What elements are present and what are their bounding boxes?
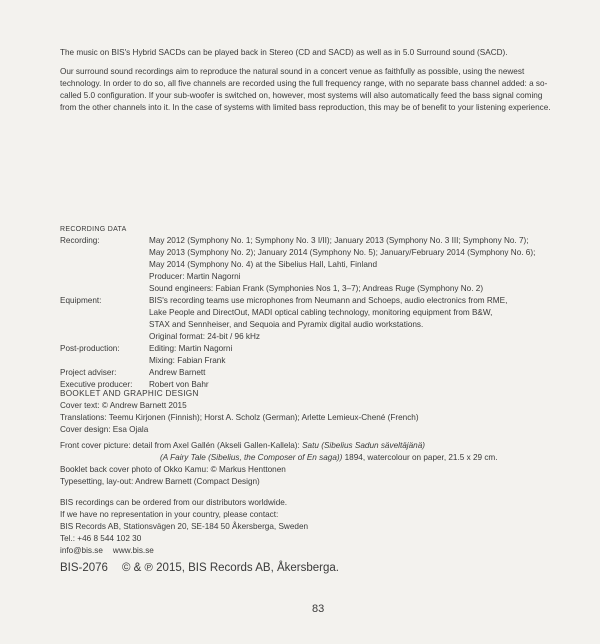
equipment-label: Equipment: (60, 296, 102, 305)
copyright-notice: © & ℗ 2015, BIS Records AB, Åkersberga. (121, 562, 339, 574)
front-cover-line-2 (60, 452, 560, 464)
project-adviser-label: Project adviser: (60, 368, 117, 377)
project-adviser-name: Andrew Barnett (149, 368, 206, 377)
producer-line: Producer: Martin Nagorni (149, 272, 241, 281)
equipment-line: STAX and Sennheiser, and Sequoia and Pyramix digital audio workstations. (149, 320, 424, 329)
recording-label: Recording: (60, 236, 100, 245)
editing-line: Editing: Martin Nagorni (149, 344, 233, 353)
equipment-row (60, 295, 560, 343)
order-line: BIS recordings can be ordered from our distributors worldwide. (60, 498, 288, 507)
front-cover-line (60, 440, 560, 452)
post-production-row (60, 343, 560, 367)
website-address: www.bis.se (112, 546, 154, 555)
front-cover-credits (60, 440, 560, 488)
catalog-number: BIS-2076 (60, 562, 108, 574)
recording-line: May 2013 (Symphony No. 2); January 2014 (Symphony No. 5); January/February 2014 (Symphony No. 6); (149, 248, 536, 257)
typesetting-line: Typesetting, lay-out: Andrew Barnett (Compact Design) (60, 477, 260, 486)
recording-data-heading: RECORDING DATA (60, 226, 127, 233)
address-line: BIS Records AB, Stationsvägen 20, SE-184 50 Åkersberga, Sweden (60, 522, 309, 531)
order-line: If we have no representation in your country, please contact: (60, 510, 279, 519)
ordering-info (60, 497, 560, 557)
equipment-value (149, 295, 560, 343)
equipment-line: Lake People and DirectOut, MADI optical cabling technology, monitoring equipment from B&W, (149, 308, 493, 317)
recording-data-section (60, 224, 560, 391)
original-format-line: Original format: 24-bit / 96 kHz (149, 332, 261, 341)
artwork-details: 1894, watercolour on paper, 21.5 x 29 cm. (342, 453, 498, 462)
intro-paragraph-1: The music on BIS's Hybrid SACDs can be played back in Stereo (CD and SACD) as well as in 5.0 Surround sound (SACD). (60, 48, 508, 57)
recording-line: May 2014 (Symphony No. 4) at the Sibelius Hall, Lahti, Finland (149, 260, 378, 269)
email-address: info@bis.se (60, 546, 103, 555)
page-number: 83 (312, 603, 325, 615)
front-cover-prefix: Front cover picture: detail from Axel Gallén (Akseli Gallen-Kallela): (60, 441, 303, 450)
mixing-line: Mixing: Fabian Frank (149, 356, 226, 365)
copyright-line (60, 562, 339, 574)
cover-design-line: Cover design: Esa Ojala (60, 425, 149, 434)
recording-value (149, 235, 560, 295)
artwork-subtitle: (A Fairy Tale (Sibelius, the Composer of En saga)) (160, 453, 343, 462)
project-adviser-value (149, 367, 560, 379)
equipment-line: BIS's recording teams use microphones from Neumann and Schoeps, audio electronics from RME, (149, 296, 508, 305)
sound-engineers-line: Sound engineers: Fabian Frank (Symphonies Nos 1, 3–7); Andreas Ruge (Symphony No. 2) (149, 284, 484, 293)
post-production-label: Post-production: (60, 344, 120, 353)
executive-producer-label: Executive producer: (60, 380, 133, 389)
translations-line: Translations: Teemu Kirjonen (Finnish); Horst A. Scholz (German); Arlette Lemieux-Chené (French) (60, 413, 419, 422)
booklet-design-heading: BOOKLET AND GRAPHIC DESIGN (60, 389, 199, 398)
booklet-design-section (60, 388, 560, 436)
cover-text-line: Cover text: © Andrew Barnett 2015 (60, 401, 187, 410)
back-cover-photo-line: Booklet back cover photo of Okko Kamu: © Markus Henttonen (60, 465, 286, 474)
recording-line: May 2012 (Symphony No. 1; Symphony No. 3 I/II); January 2013 (Symphony No. 3 III; Symphony No. 7); (149, 236, 529, 245)
post-production-value (149, 343, 560, 367)
intro-paragraph-2: Our surround sound recordings aim to reproduce the natural sound in a concert venue as faithfully as possible, using the newest technology. In order to do so, all five channels are recorded using the full frequency range, with no separate bass channel added: a so-called 5.0 configuration. If your sub-woofer is switched on, however, most systems will also automatically feed the bass signal coming from the other channels into it. In the case of systems with limited bass reproduction, this may be of benefit to your listening experience. (60, 67, 551, 112)
project-adviser-row (60, 367, 560, 379)
recording-row (60, 235, 560, 295)
executive-producer-name: Robert von Bahr (149, 380, 209, 389)
artwork-title: Satu (Sibelius Sadun säveltäjänä) (302, 441, 425, 450)
contact-line (60, 545, 560, 557)
telephone-line: Tel.: +46 8 544 102 30 (60, 534, 142, 543)
